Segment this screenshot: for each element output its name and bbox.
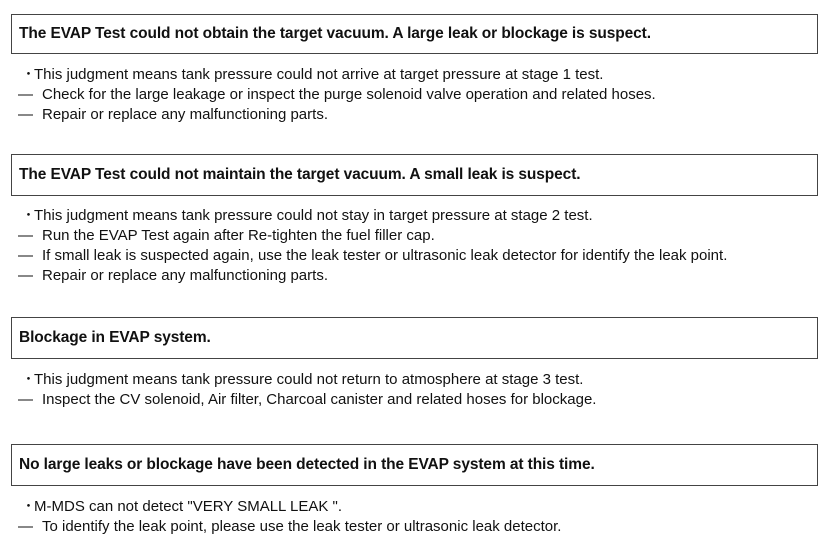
judgment-line <box>0 206 828 226</box>
action-line <box>0 390 828 410</box>
bullet-icon: ・ <box>21 498 37 515</box>
action-text: Repair or replace any malfunctioning parts. <box>42 106 328 123</box>
result-details-no-leak <box>0 497 828 537</box>
result-details-small-leak <box>0 206 828 286</box>
result-details-large-leak <box>0 65 828 125</box>
dash-icon: — <box>18 391 33 408</box>
action-line <box>0 266 828 286</box>
result-title: No large leaks or blockage have been detected in the EVAP system at this time. <box>19 456 595 473</box>
action-line <box>0 85 828 105</box>
action-text: Run the EVAP Test again after Re-tighten the fuel filler cap. <box>42 227 435 244</box>
result-header-small-leak <box>11 154 818 196</box>
dash-icon: — <box>18 267 33 284</box>
action-text: Inspect the CV solenoid, Air filter, Charcoal canister and related hoses for blockage. <box>42 391 597 408</box>
action-line <box>0 226 828 246</box>
result-title: The EVAP Test could not maintain the target vacuum. A small leak is suspect. <box>19 166 581 183</box>
action-text: Repair or replace any malfunctioning parts. <box>42 267 328 284</box>
judgment-text: M-MDS can not detect "VERY SMALL LEAK ". <box>34 498 343 515</box>
judgment-line <box>0 65 828 85</box>
dash-icon: — <box>18 518 33 535</box>
judgment-text: This judgment means tank pressure could not arrive at target pressure at stage 1 test. <box>34 66 604 83</box>
action-text: If small leak is suspected again, use the leak tester or ultrasonic leak detector for identify the leak point. <box>42 247 728 264</box>
action-text: To identify the leak point, please use the leak tester or ultrasonic leak detector. <box>42 518 562 535</box>
judgment-line <box>0 370 828 390</box>
dash-icon: — <box>18 106 33 123</box>
dash-icon: — <box>18 227 33 244</box>
result-header-blockage <box>11 317 818 359</box>
judgment-line <box>0 497 828 517</box>
judgment-text: This judgment means tank pressure could not return to atmosphere at stage 3 test. <box>34 371 584 388</box>
action-text: Check for the large leakage or inspect the purge solenoid valve operation and related hoses. <box>42 86 656 103</box>
result-details-blockage <box>0 370 828 410</box>
result-header-no-leak <box>11 444 818 486</box>
result-title: The EVAP Test could not obtain the target vacuum. A large leak or blockage is suspect. <box>19 25 651 42</box>
action-line <box>0 517 828 537</box>
bullet-icon: ・ <box>21 371 37 388</box>
result-header-large-leak <box>11 14 818 54</box>
bullet-icon: ・ <box>21 207 37 224</box>
dash-icon: — <box>18 247 33 264</box>
dash-icon: — <box>18 86 33 103</box>
result-title: Blockage in EVAP system. <box>19 329 211 346</box>
action-line <box>0 246 828 266</box>
bullet-icon: ・ <box>21 66 37 83</box>
judgment-text: This judgment means tank pressure could not stay in target pressure at stage 2 test. <box>34 207 593 224</box>
action-line <box>0 105 828 125</box>
